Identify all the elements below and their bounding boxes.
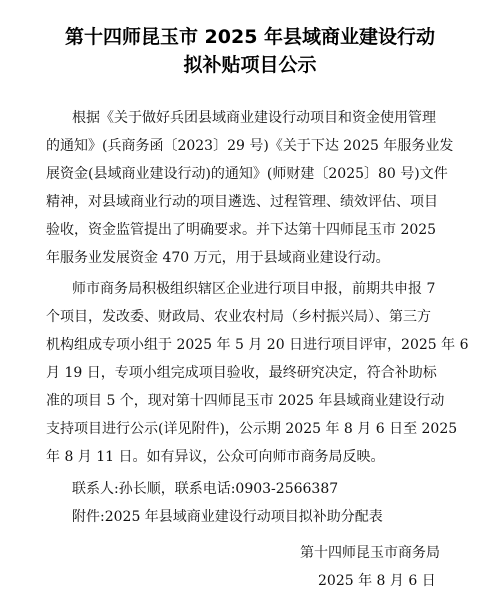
notice-title-line-2: 拟补贴项目公示	[183, 54, 317, 76]
paragraph-line: 个项目，发改委、财政局、农业农村局（乡村振兴局）、第三方	[46, 309, 431, 325]
paragraph-line: 支持项目进行公示(详见附件)，公示期 2025 年 8 月 6 日至 2025	[46, 421, 458, 437]
paragraph-line: 验收，资金监管提出了明确要求。并下达第十四师昆玉市 2025	[46, 222, 437, 238]
notice-title-line-1: 第十四师昆玉市 2025 年县域商业建设行动	[64, 26, 436, 48]
contact-line: 联系人:孙长顺，联系电话:0903-2566387	[72, 481, 339, 497]
paragraph-line: 展资金(县域商业建设行动)的通知》(师财建〔2025〕80 号)文件	[46, 166, 448, 182]
attachment-line: 附件:2025 年县域商业建设行动项目拟补助分配表	[72, 509, 383, 525]
paragraph-line: 机构组成专项小组于 2025 年 5 月 20 日进行项目评审，2025 年 6	[46, 337, 469, 353]
paragraph-line: 准的项目 5 个，现对第十四师昆玉市 2025 年县域商业建设行动	[46, 393, 445, 409]
paragraph-line: 根据《关于做好兵团县域商业建设行动项目和资金使用管理	[72, 110, 436, 126]
paragraph-line: 年 8 月 11 日。如有异议，公众可向师市商务局反映。	[46, 449, 385, 465]
issue-date: 2025 年 8 月 6 日	[318, 573, 436, 589]
paragraph-line: 月 19 日，专项小组完成项目验收，最终研究决定，符合补助标	[46, 365, 437, 381]
paragraph-line: 师市商务局积极组织辖区企业进行项目申报，前期共申报 7	[72, 281, 436, 297]
paragraph-line: 年服务业发展资金 470 万元，用于县域商业建设行动。	[46, 250, 390, 266]
paragraph-line: 的通知》(兵商务函〔2023〕29 号)《关于下达 2025 年服务业发	[46, 138, 454, 154]
issuer-name: 第十四师昆玉市商务局	[300, 545, 440, 561]
paragraph-line: 精神，对县域商业行动的项目遴选、过程管理、绩效评估、项目	[46, 194, 438, 210]
